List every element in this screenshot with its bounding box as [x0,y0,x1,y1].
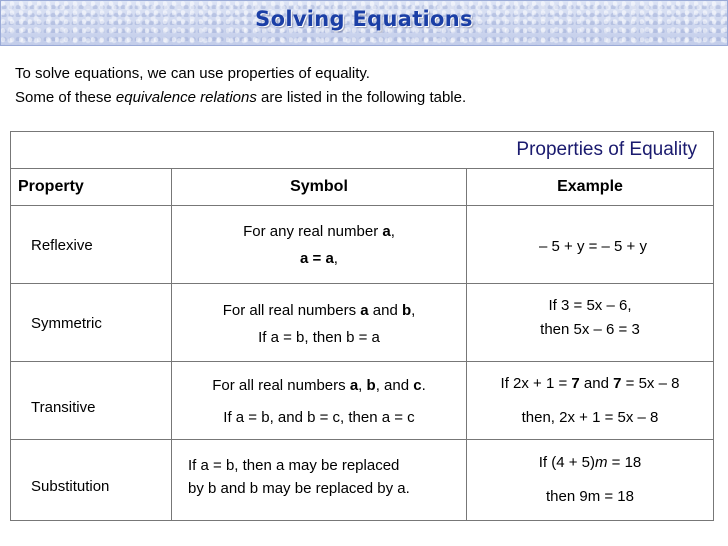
transitive-sym1-pre: For all real numbers [212,377,350,394]
substitution-example-cell [467,440,713,520]
header-property: Property [18,178,84,195]
table-row-reflexive [11,206,713,284]
symmetric-sym1-a: a [360,302,369,319]
reflexive-symbol-line-2 [172,250,466,267]
transitive-symbol-cell [172,362,467,439]
substitution-ex1-var: m [595,454,608,471]
transitive-sym1-c1: , [358,377,367,394]
symmetric-name: Symmetric [31,315,102,332]
transitive-sym1-c2: , and [375,377,414,394]
intro-line-2-pre: Some of these [15,89,116,106]
symmetric-property-cell [11,284,172,361]
substitution-example-line-1 [467,454,713,471]
table-caption-row [11,132,713,168]
reflexive-example-cell [467,206,713,283]
reflexive-sym1-pre: For any real number [243,223,383,240]
symmetric-symbol-cell [172,284,467,361]
reflexive-name: Reflexive [31,237,93,254]
table-row-substitution [11,440,713,520]
transitive-example-cell [467,362,713,439]
substitution-symbol-line-2: by b and b may be replaced by a. [188,480,410,497]
substitution-name: Substitution [31,478,110,495]
header-example: Example [557,178,623,195]
reflexive-sym1-var: a [382,223,391,240]
symmetric-symbol-line-1 [172,302,466,319]
header-symbol: Symbol [290,178,348,195]
table-header-row [11,168,713,206]
reflexive-sym1-post: , [390,223,395,240]
symmetric-sym1-and: and [368,302,402,319]
symmetric-example-line-2: then 5x – 6 = 3 [540,321,640,338]
header-cell-property [11,169,172,205]
transitive-ex1-b1: 7 [571,375,580,392]
transitive-ex1-mid: and [579,375,614,392]
transitive-property-cell [11,362,172,439]
transitive-ex1-post: = 5x – 8 [621,375,680,392]
reflexive-sym2-bold: a = a [300,250,334,267]
properties-table [10,131,714,521]
transitive-sym1-c: c [413,377,422,394]
substitution-symbol-cell [172,440,467,520]
substitution-ex1-post: = 18 [607,454,642,471]
transitive-sym1-post: . [421,377,426,394]
symmetric-example-line-1: If 3 = 5x – 6, [548,297,632,314]
table-caption: Properties of Equality [516,139,697,160]
symmetric-sym1-b: b [401,302,412,319]
page-title: Solving Equations [255,7,473,31]
transitive-ex1-b2: 7 [613,375,622,392]
intro-line-2 [15,89,466,106]
symmetric-symbol-line-2: If a = b, then b = a [258,329,380,346]
substitution-symbol-line-1: If a = b, then a may be replaced [188,457,400,474]
transitive-example-line-2: then, 2x + 1 = 5x – 8 [521,409,659,426]
substitution-example-line-2: then 9m = 18 [546,488,634,505]
reflexive-property-cell [11,206,172,283]
transitive-symbol-line-1 [172,377,466,394]
transitive-example-line-1 [467,375,713,392]
substitution-property-cell [11,440,172,520]
transitive-sym1-a: a [349,377,359,394]
transitive-ex1-pre: If 2x + 1 = [500,375,572,392]
intro-line-1: To solve equations, we can use properties of equality. [15,65,370,82]
transitive-sym1-b: b [366,377,376,394]
intro-line-2-post: are listed in the following table. [256,89,467,106]
substitution-ex1-pre: If (4 + 5) [538,454,595,471]
table-row-symmetric [11,284,713,362]
reflexive-example: – 5 + y = – 5 + y [539,238,647,255]
symmetric-sym1-post: , [411,302,416,319]
symmetric-sym1-pre: For all real numbers [222,302,361,319]
table-row-transitive [11,362,713,440]
header-cell-symbol [172,169,467,205]
intro-line-2-emphasis: equivalence relations [115,89,257,106]
reflexive-symbol-cell [172,206,467,283]
symmetric-example-cell [467,284,713,361]
reflexive-sym2-post: , [333,250,338,267]
reflexive-symbol-line-1 [172,223,466,240]
transitive-symbol-line-2: If a = b, and b = c, then a = c [223,409,415,426]
header-cell-example [467,169,713,205]
title-banner [0,0,728,46]
transitive-name: Transitive [31,399,96,416]
